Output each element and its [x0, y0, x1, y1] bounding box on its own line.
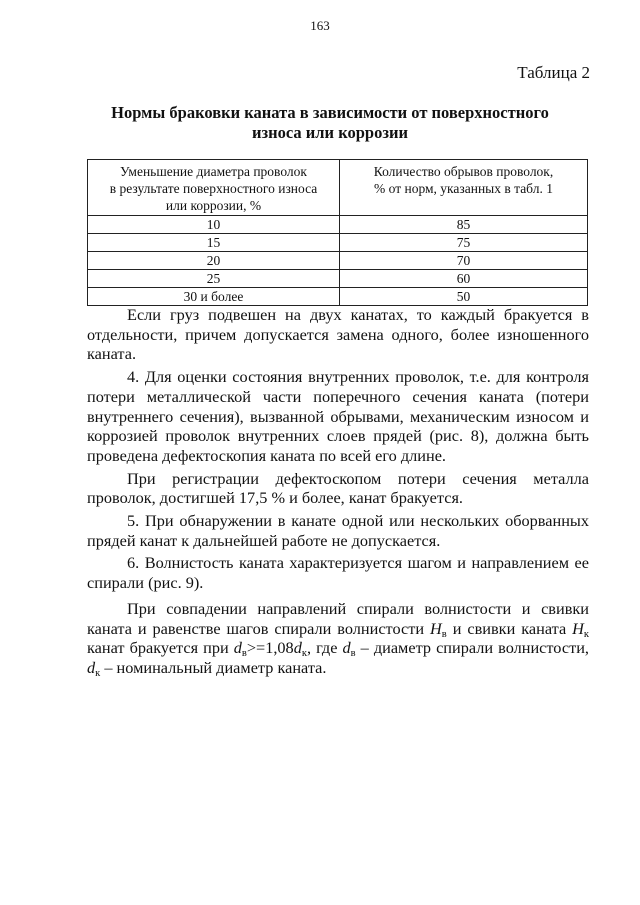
paragraph-two-ropes: Если груз подвешен на двух канатах, то каждый бракуется в отдельности, причем допускается замена одного, более изношенного каната.: [87, 305, 589, 364]
paragraph-waviness: 6. Волнистость каната характеризуется шагом и направлением ее спирали (рис. 9).: [87, 553, 589, 593]
symbol-d: d: [87, 657, 96, 677]
header-col2-line-1: Количество обрывов проволок,: [373, 164, 554, 179]
cell-diameter-reduction: 30 и более: [88, 288, 340, 306]
header-col1-line-3: или коррозии, %: [165, 198, 262, 213]
header-wire-breaks: [340, 160, 588, 216]
cell-wire-breaks: 70: [340, 252, 588, 270]
table-title-line-2: износа или коррозии: [252, 123, 408, 142]
table-header-row: [88, 160, 588, 216]
subscript-v: в: [441, 628, 447, 640]
cell-diameter-reduction: 15: [88, 234, 340, 252]
table-row: [88, 288, 588, 306]
cell-wire-breaks: 50: [340, 288, 588, 306]
paragraph-internal-wires: 4. Для оценки состояния внутренних проволок, т.е. для контроля потери металлической части поперечного сечения каната (потери внутреннего сечения), вызванной обрывами, механическим износом и коррозией проволок внутренних слоев прядей (рис. 8), должна быть проведена дефектоскопия каната по всей его длине.: [87, 367, 589, 465]
subscript-k: к: [583, 628, 590, 640]
table-row: [88, 270, 588, 288]
table-row: [88, 216, 588, 234]
cell-diameter-reduction: 25: [88, 270, 340, 288]
criterion-text-b: и свивки каната: [452, 618, 567, 638]
cell-wire-breaks: 85: [340, 216, 588, 234]
criterion-text-c: канат бракуется при: [87, 638, 229, 658]
cell-diameter-reduction: 20: [88, 252, 340, 270]
criterion-text-g: – номинальный диаметр каната.: [104, 657, 327, 677]
table-title: [90, 103, 570, 143]
norms-table: [87, 159, 588, 306]
paragraph-waviness-criterion: [87, 599, 589, 678]
table-row: [88, 234, 588, 252]
table-row: [88, 252, 588, 270]
criterion-text-f: – диаметр спирали волнистости,: [360, 638, 589, 658]
criterion-formula: >=1,08: [246, 638, 294, 658]
header-col2-line-2: % от норм, указанных в табл. 1: [374, 181, 553, 196]
paragraph-section-loss: При регистрации дефектоскопом потери сечения металла проволок, достигшей 17,5 % и более, канат бракуется.: [87, 468, 589, 508]
cell-wire-breaks: 60: [340, 270, 588, 288]
subscript-k: к: [95, 667, 101, 679]
symbol-d: d: [293, 638, 302, 658]
header-col1-line-1: Уменьшение диаметра проволок: [120, 164, 307, 179]
table-title-line-1: Нормы браковки каната в зависимости от поверхностного: [111, 103, 549, 122]
criterion-text-a: При совпадении направлений спирали волнистости и свивки каната и равенстве шагов спирали волнистости: [87, 598, 589, 638]
table-label: Таблица 2: [517, 63, 590, 82]
paragraph-broken-strands: 5. При обнаружении в канате одной или нескольких оборванных прядей канат к дальнейшей работе не допускается.: [87, 511, 589, 550]
page-number: 163: [310, 18, 330, 33]
subscript-k: к: [301, 648, 307, 660]
body-text: [87, 305, 589, 678]
header-col1-line-2: в результате поверхностного износа: [109, 181, 318, 196]
symbol-d: d: [233, 638, 242, 658]
symbol-d: d: [342, 638, 351, 658]
criterion-text-e: , где: [306, 638, 338, 658]
header-diameter-reduction: [88, 160, 340, 216]
subscript-v: в: [241, 648, 247, 660]
symbol-h: H: [572, 618, 584, 638]
cell-diameter-reduction: 10: [88, 216, 340, 234]
symbol-h: H: [430, 618, 442, 638]
subscript-v: в: [350, 648, 356, 660]
cell-wire-breaks: 75: [340, 234, 588, 252]
